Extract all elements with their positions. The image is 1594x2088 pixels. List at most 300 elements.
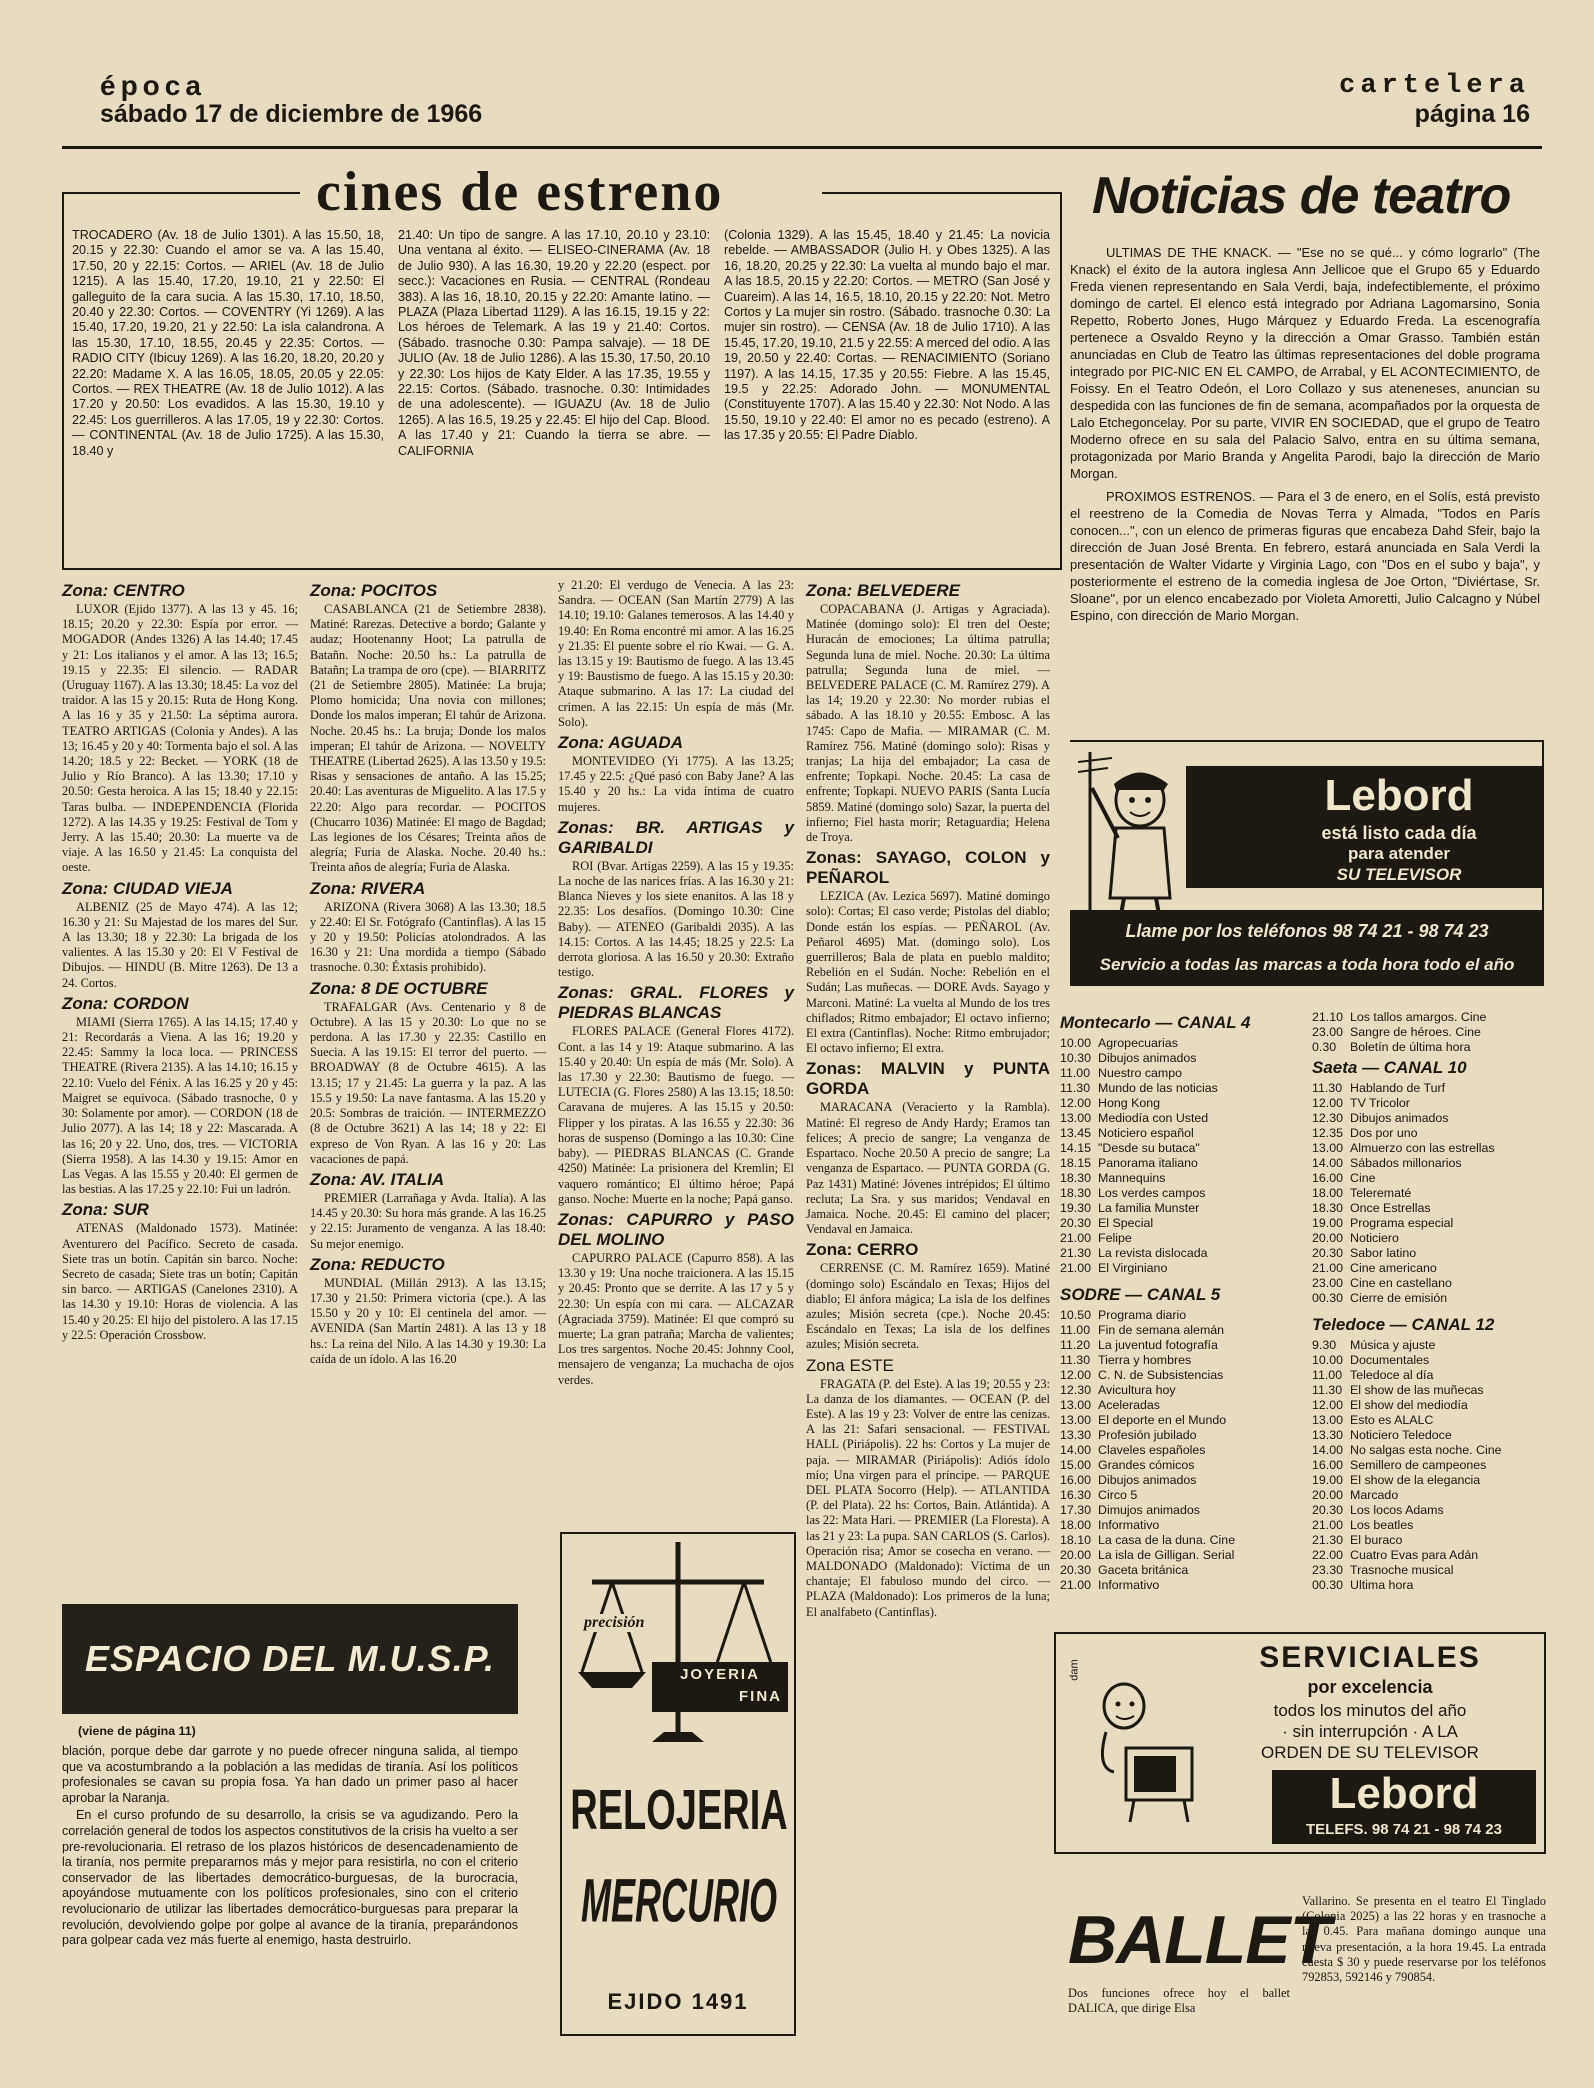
- program-time: 12.00: [1060, 1096, 1092, 1110]
- program-row: [1060, 1081, 1300, 1096]
- channel-schedule: [1312, 1081, 1548, 1306]
- program-title: TV Tricolor: [1350, 1096, 1410, 1110]
- program-title: Sábados millonarios: [1350, 1156, 1462, 1170]
- program-title: Trasnoche musical: [1350, 1563, 1454, 1577]
- zone-listing: LUXOR (Ejido 1377). A las 13 y 45. 16; 18.15; 20.20 y 22.30: Espía por error. — MOGADOR (Andes 1326) A las 14.40; 17.45 y 21: Los italianos y el amor. A las 13; 16.5; 19.15 y 22.35: El silencio. — RADAR (Uruguay 1167). A las 13.30; 18.45: La voz del traidor. A las 15 y 20.15: Ruta de Hong Kong. A las 16 y 35 y 21.50: La séptima aurora. TEATRO ARTIGAS (Colonia y Andes). A las 13; 16.45 y 20 y 40: Tormenta bajo el sol. A las 14.20; 18.5 y 22: Becket. — YORK (18 de Julio y Río Branco). A las 13.30; 17.10 y 20.50: Gesta heroica. A las 15; 18.40 y 22.15: Taras bulba. — INDEPENDENCIA (Florida 1272). A las 14.35 y 19.25: Festival de Tom y Jerry. A las 15.40; 20.30: La muerte va de viaje. A las 16.50 y 21.45: La conquista del oeste.: [62, 602, 298, 875]
- program-time: 21.00: [1060, 1261, 1092, 1275]
- program-title: No salgas esta noche. Cine: [1350, 1443, 1502, 1457]
- program-time: 12.00: [1312, 1096, 1344, 1110]
- serviciales-brand: Lebord: [1329, 1769, 1479, 1818]
- program-title: Profesión jubilado: [1098, 1428, 1197, 1442]
- program-title: Cine en castellano: [1350, 1276, 1452, 1290]
- serviciales-phones: TELEFS. 98 74 21 - 98 74 23: [1306, 1821, 1502, 1838]
- relojeria-name-1: RELOJERIA: [570, 1779, 788, 1843]
- program-time: 18.00: [1312, 1186, 1344, 1200]
- program-title: Gaceta británica: [1098, 1563, 1189, 1577]
- program-row: [1312, 1458, 1548, 1473]
- program-row: [1060, 1066, 1300, 1081]
- program-title: El deporte en el Mundo: [1098, 1413, 1227, 1427]
- program-title: El show del mediodía: [1350, 1398, 1468, 1412]
- channel-schedule: [1060, 1308, 1300, 1593]
- zone-listing: FRAGATA (P. del Este). A las 19; 20.55 y 23: La danza de los diamantes. — OCEAN (P. del Este). A las 19 y 23: Volver de entre las cenizas. A las 21: Safari sensacional. — FESTIVAL HALL (Piriápolis). 22 hs: Cortos y La mujer de paja. — MIRAMAR (Piriápolis): Adiós ídolo mío; Una virgen para el príncipe. — PARQUE DEL PLATA Socorro (Help). — ATLANTIDA (P. del Plata). 22 hs: Cortos, Bain. Atlántida). A las 22: Mata Hari. — PREMIER (La Floresta). A las 21 y 23: La pupa. SAN CARLOS (S. Carlos). Operación risa; Amor se cosecha en verano. — MALDONADO (Maldonado): Víctima de un chantaje; El fabuloso mundo del circo. — PLAZA (Maldonado): Los primeros de la luna; El analfabeto (Cantinflas).: [806, 1376, 1050, 1619]
- program-time: 9.30: [1312, 1338, 1337, 1352]
- serviciales-line-3: ORDEN DE SU TELEVISOR: [1261, 1743, 1479, 1762]
- lebord-line-2: para atender: [1347, 844, 1451, 863]
- program-row: [1060, 1458, 1300, 1473]
- program-title: El show de la elegancia: [1350, 1473, 1481, 1487]
- program-row: [1060, 1246, 1300, 1261]
- program-title: Panorama italiano: [1098, 1156, 1198, 1170]
- musp-continued: (viene de página 11): [78, 1724, 196, 1738]
- program-row: [1060, 1323, 1300, 1338]
- program-time: 18.10: [1060, 1533, 1092, 1547]
- program-row: [1312, 1353, 1548, 1368]
- program-title: Avicultura hoy: [1098, 1383, 1176, 1397]
- zone-listing: COPACABANA (J. Artigas y Agraciada). Matinée (domingo solo): El tren del Oeste; Huracán de emociones; La última patrulla; Segunda luna de miel. Noche. 20.30: La última patrulla; Segunda luna de miel. — BELVEDERE PALACE (C. M. Ramírez 279). A las 14; 19.20 y 22.30: No morder rubias el sábado. A las 18.10 y 20.55: Embosc. A las 1745: Capo de Mafia. — MIRAMAR (C. M. Ramírez 756. Matiné (domingo solo): Risas y tranjas; La hija del embajador; La casa de enfrente; Topkapi. Noche. 20.45: La casa de enfrente; Topkapi. NUEVO PARIS (Santa Lucía 5859. Matiné (domingo solo) Sazar, la puerta del infierno; Fiel hasta morir; Retaguardia; Helena de Troya.: [806, 602, 1050, 845]
- tv-column-right: [1312, 1010, 1548, 1593]
- zone-heading: Zona: CENTRO: [62, 581, 185, 600]
- program-time: 13.00: [1060, 1111, 1092, 1125]
- program-title: Sangre de héroes. Cine: [1350, 1025, 1481, 1039]
- program-row: [1060, 1518, 1300, 1533]
- program-title: Nuestro campo: [1098, 1066, 1183, 1080]
- program-title: C. N. de Subsistencias: [1098, 1368, 1224, 1382]
- program-time: 10.30: [1060, 1051, 1092, 1065]
- program-time: 19.00: [1312, 1473, 1344, 1487]
- program-time: 12.35: [1312, 1126, 1344, 1140]
- relojeria-badge-2: FINA: [739, 1688, 782, 1705]
- program-row: [1060, 1473, 1300, 1488]
- relojeria-address: EJIDO 1491: [607, 1989, 749, 2014]
- program-title: Mediodía con Usted: [1098, 1111, 1209, 1125]
- relojeria-top: precisión: [584, 1614, 645, 1631]
- program-title: Cierre de emisión: [1350, 1291, 1448, 1305]
- zone-heading: Zona: REDUCTO: [310, 1254, 445, 1274]
- program-title: Informativo: [1098, 1578, 1160, 1592]
- program-row: [1312, 1383, 1548, 1398]
- cines-column-1: TROCADERO (Av. 18 de Julio 1301). A las 15.50, 18, 20.15 y 22.30: Cuando el amor se va. A las 15.40, 17.50, 20 y 22.15: Cortos. — ARIEL (Av. 18 de Julio 1215). A las 15.40, 17.20, 19.10, 21 y 22.50: El galleguito de la cara sucia. A las 15.30, 17.10, 18.50, 20.40 y 22.30: Cortos. — COVENTRY (Yi 1269). A las 15.40, 17.20, 19.20, 21 y 22.50: La isla calandrona. A las 15.30, 17.10, 18.55, 20.45 y 22.35: Cortos. — RADIO CITY (Ibicuy 1269). A las 16.20, 18.20, 20.20 y 22.20: Madame X. A las 16.05, 18.05, 20.05 y 22.05: Cortos. — REX THEATRE (Av. 18 de Julio 1012). A las 17.20 y 20.50: Los evadidos. A las 15.30, 19.10 y 22.45: Los guerrilleros. A las 17.05, 19 y 22.30: Cortos. — CONTINENTAL (Av. 18 de Julio 1725). A las 15.30, 18.40 y: [72, 228, 384, 458]
- scale-icon: [572, 1542, 784, 1752]
- program-title: La casa de la duna. Cine: [1098, 1533, 1236, 1547]
- program-title: Felipe: [1098, 1231, 1132, 1245]
- program-title: Telerematé: [1350, 1186, 1412, 1200]
- program-time: 11.00: [1312, 1368, 1343, 1382]
- zone-heading: Zonas: SAYAGO, COLON y PEÑAROL: [806, 848, 1050, 888]
- program-time: 00.30: [1312, 1291, 1344, 1305]
- zone-listing: FLORES PALACE (General Flores 4172). Cont. a las 14 y 19: Ataque submarino. A las 15.40 y 20.40: Un espía de más (Mr. Solo). A las 17.30 y 22.30: Bautismo de fuego. — LUTECIA (G. Flores 2580) A las 13.15; 18.50: Caravana de mujeres. A las 15.15 y 20.50: Flipper y los piratas. A las 16.55 y 22.30: 36 horas de suspenso (Domingo a las 10.30: Cine baby). — PIEDRAS BLANCAS (C. Grande 4250) Matinée: La prisionera del Kremlin; El vaquero romántico; El último héroe; Papá ganso. Noche: Muerte en la noche; Papá ganso.: [558, 1024, 794, 1206]
- zone-listing: MUNDIAL (Millán 2913). A las 13.15; 17.30 y 21.50: Primera victoria (cpe.). A las 15.50 y 20 y 10: El centinela del amor. — AVENIDA (San Martín 2481). A las 13 y 18 hs.: La reina del Nilo. A las 14.30 y 19.30: La caída de un ídolo. A las 16.20: [310, 1275, 546, 1366]
- program-title: Cuatro Evas para Adán: [1350, 1548, 1479, 1562]
- program-title: Fin de semana alemán: [1098, 1323, 1225, 1337]
- zone-listing: ALBENIZ (25 de Mayo 474). A las 12; 16.30 y 21: Su Majestad de los mares del Sur. A las 13.30; 18 y 22.30: La brigada de los valientes. A las 15.30 y 20: El V Festival de Dibujos. — HINDU (B. Mitre 1263). De 13 a 24. Cortos.: [62, 899, 298, 990]
- lebord-line-4: Llame por los teléfonos 98 74 21 - 98 74 23: [1125, 921, 1489, 941]
- program-row: [1312, 1276, 1548, 1291]
- program-row: [1060, 1201, 1300, 1216]
- program-title: La isla de Gilligan. Serial: [1098, 1548, 1235, 1562]
- program-row: [1312, 1338, 1548, 1353]
- musp-body: [62, 1744, 518, 1949]
- relojeria-ad: [560, 1532, 796, 2036]
- program-title: Programa especial: [1350, 1216, 1454, 1230]
- program-time: 18.00: [1060, 1518, 1092, 1532]
- program-row: [1312, 1216, 1548, 1231]
- program-row: [1312, 1488, 1548, 1503]
- program-row: [1312, 1398, 1548, 1413]
- musp-title: ESPACIO DEL M.U.S.P.: [84, 1638, 496, 1679]
- program-title: El show de las muñecas: [1350, 1383, 1484, 1397]
- program-row: [1312, 1010, 1548, 1025]
- program-title: La familia Munster: [1098, 1201, 1200, 1215]
- program-time: 11.30: [1060, 1353, 1091, 1367]
- program-time: 11.30: [1312, 1383, 1343, 1397]
- program-title: Dibujos animados: [1098, 1051, 1197, 1065]
- program-time: 00.30: [1312, 1578, 1344, 1592]
- program-time: 21.00: [1060, 1578, 1092, 1592]
- program-time: 16.00: [1060, 1473, 1092, 1487]
- program-time: 20.30: [1312, 1246, 1344, 1260]
- program-row: [1312, 1201, 1548, 1216]
- program-time: 18.15: [1060, 1156, 1092, 1170]
- program-title: Marcado: [1350, 1488, 1399, 1502]
- program-time: 12.00: [1312, 1398, 1344, 1412]
- zone-listing: ATENAS (Maldonado 1573). Matinée: Aventurero del Pacífico. Secreto de casada. Siete tras un botín. Capitán sin barco. Noche: Secreto de casada; Siete tras un botín; Capitán sin barco. — ARTIGAS (Canelones 2310). A las 14.30 y 19.10: Horas de violencia. A las 15.40 y 20.25: El hijo del pistolero. A las 17.15 y 22.5: Operación Crossbow.: [62, 1221, 298, 1342]
- program-time: 13.30: [1312, 1428, 1344, 1442]
- program-title: Ultima hora: [1350, 1578, 1414, 1592]
- program-title: Hong Kong: [1098, 1096, 1161, 1110]
- program-row: [1060, 1563, 1300, 1578]
- program-row: [1060, 1503, 1300, 1518]
- masthead-right: [1339, 72, 1530, 128]
- zone-listing: PREMIER (Larrañaga y Avda. Italia). A las 14.45 y 20.30: Su hora más grande. A las 16.25 y 22.15: Juramento de venganza. A las 18.40: Su mejor enemigo.: [310, 1190, 546, 1251]
- relojeria-badge-1: JOYERIA: [680, 1666, 760, 1683]
- program-title: Hablando de Turf: [1350, 1081, 1446, 1095]
- zone-heading: Zona: AGUADA: [558, 733, 683, 753]
- program-row: [1060, 1171, 1300, 1186]
- musp-paragraph-1: blación, porque debe dar garrote y no puede ofrecer ninguna salida, al tiempo que va acostumbrando a la población a las medidas de tiranía. Así los políticos profesionales se cavan su propia fosa. Ya han dado un primer paso al hacer aprobar la Naranja.: [62, 1744, 518, 1805]
- relojeria-name-2: MERCURIO: [581, 1865, 777, 1935]
- program-row: [1312, 1025, 1548, 1040]
- program-row: [1312, 1126, 1548, 1141]
- program-row: [1312, 1291, 1548, 1306]
- program-row: [1060, 1216, 1300, 1231]
- program-time: 16.00: [1312, 1458, 1344, 1472]
- program-title: Dos por uno: [1350, 1126, 1418, 1140]
- zone-heading: Zonas: GRAL. FLORES y PIEDRAS BLANCAS: [558, 983, 794, 1023]
- program-time: 13.30: [1060, 1428, 1092, 1442]
- program-title: Los beatles: [1350, 1518, 1414, 1532]
- lebord-ad: [1070, 740, 1544, 986]
- zone-heading: Zona: AV. ITALIA: [310, 1169, 445, 1189]
- zone-listing: ARIZONA (Rivera 3068) A las 13.30; 18.5 y 22.40: El Sr. Fotógrafo (Cantinflas). A las 15 y 20 y 19.50: Policías atolondrados. A las 16.30 y 21: Una mordida a tiempo (Sábado trasnoche. 0.30: Éxtasis prohibido).: [310, 899, 546, 975]
- program-time: 20.30: [1060, 1563, 1092, 1577]
- program-title: Semillero de campeones: [1350, 1458, 1487, 1472]
- program-row: [1060, 1051, 1300, 1066]
- technician-illustration-icon: [1078, 748, 1198, 924]
- program-title: Música y ajuste: [1350, 1338, 1436, 1352]
- zone-heading: Zona: SUR: [62, 1200, 149, 1220]
- tv-mascot-icon: [1078, 1672, 1196, 1832]
- program-time: 19.30: [1060, 1201, 1092, 1215]
- page-number: página 16: [1414, 100, 1530, 128]
- program-time: 12.30: [1312, 1111, 1344, 1125]
- program-row: [1060, 1488, 1300, 1503]
- zone-heading: Zonas: BR. ARTIGAS y GARIBALDI: [558, 817, 794, 857]
- program-time: 16.30: [1060, 1488, 1092, 1502]
- program-time: 11.00: [1060, 1066, 1091, 1080]
- program-row: [1312, 1261, 1548, 1276]
- zone-heading: Zona: CERRO: [806, 1240, 919, 1260]
- program-time: 11.30: [1060, 1081, 1091, 1095]
- program-time: 21.00: [1060, 1231, 1092, 1245]
- program-time: 20.00: [1312, 1488, 1344, 1502]
- program-title: El Special: [1098, 1216, 1154, 1230]
- zone-listing: ROI (Bvar. Artigas 2259). A las 15 y 19.35: La noche de las narices frías. A las 16.30 y 21: Blanca Nieves y los siete enanitos. A las 18 y 22.35: Los desafíos. (Domingo 10.30: Cine Baby). — ATENEO (Garibaldi 2035). A las 14.15: Cortos. A las 14.45; 18.25 y 22.5: La derrota gloriosa. A las 16.50 y 20.30: Extraño testigo.: [558, 858, 794, 980]
- program-title: Once Estrellas: [1350, 1201, 1431, 1215]
- program-title: Los verdes campos: [1098, 1186, 1206, 1200]
- program-row: [1060, 1548, 1300, 1563]
- program-row: [1312, 1081, 1548, 1096]
- program-row: [1060, 1533, 1300, 1548]
- zone-heading: Zona: 8 DE OCTUBRE: [310, 978, 488, 998]
- program-time: 15.00: [1060, 1458, 1092, 1472]
- program-row: [1312, 1473, 1548, 1488]
- program-title: La juventud fotografía: [1098, 1338, 1218, 1352]
- cines-column-3: (Colonia 1329). A las 15.45, 18.40 y 21.45: La novicia rebelde. — AMBASSADOR (Julio H. y Obes 1325). A las 16, 18.20, 20.25 y 22.30: La vuelta al mundo bajo el mar. A las 18.5, 20.15 y 22.20: Cortos. — METRO (San José y Cuareim). A las 14, 16.5, 18.10, 20.15 y 22.20: Not. Metro Cortos y La mujer sin rostro. (Sábado. trasnoche 0.30: La mujer sin rostro). — CENSA (Av. 18 de Julio 1710). A las 15.45, 17.20, 19.10, 21.5 y 22.55: A merced del odio. A las 19, 20.50 y 22.40: Cortas. — RENACIMIENTO (Soriano 1197). A las 14.15, 17.35 y 20.55: Fiebre. A las 15.45, 19.5 y 22.25: Adorado John. — MONUMENTAL (Constituyente 1707). A las 15.40 y 22.30: Not Nodo. A las 15.50, 19.10 y 22.40: El amor no es pecado (estreno). A las 17.35 y 20.55: El Padre Diablo.: [724, 228, 1050, 443]
- program-row: [1060, 1578, 1300, 1593]
- zone-listing: LEZICA (Av. Lezica 5697). Matiné domingo solo): Cortas; El caso verde; Pistolas del diablo; Donde están los espías. — PEÑAROL (Av. Peñarol 4695) Mat. (domingo solo). Los guerrilleros; Bala de plata en pueblo maldito; Rebelión en el Sudán. Noche: Rebelión en el Sudán; Las muñecas. — DORE Avds. Sayago y Marconi. Matiné: La vuelta al Mundo de los tres chiflados; Ritmo embajador; El octavo infierno; El extra (Cantinflas). Noche: Ritmo embrujador; El octavo infierno; El extra.: [806, 889, 1050, 1056]
- program-time: 23.00: [1312, 1276, 1344, 1290]
- program-time: 14.00: [1312, 1156, 1344, 1170]
- program-title: Esto es ALALC: [1350, 1413, 1434, 1427]
- program-title: Los locos Adams: [1350, 1503, 1444, 1517]
- program-title: Dibujos animados: [1098, 1473, 1197, 1487]
- program-row: [1312, 1096, 1548, 1111]
- program-time: 16.00: [1312, 1171, 1344, 1185]
- program-title: Dibujos animados: [1350, 1111, 1449, 1125]
- serviciales-line-1: todos los minutos del año: [1273, 1701, 1467, 1720]
- program-row: [1060, 1141, 1300, 1156]
- program-row: [1312, 1443, 1548, 1458]
- program-time: 19.00: [1312, 1216, 1344, 1230]
- program-title: Noticiero español: [1098, 1126, 1194, 1140]
- zone-heading: Zona: CIUDAD VIEJA: [62, 878, 233, 898]
- program-row: [1312, 1111, 1548, 1126]
- program-row: [1060, 1126, 1300, 1141]
- program-row: [1312, 1141, 1548, 1156]
- program-row: [1312, 1413, 1548, 1428]
- program-time: 12.30: [1060, 1383, 1092, 1397]
- program-title: Noticiero: [1350, 1231, 1399, 1245]
- zone-listing: MARACANA (Veracierto y la Rambla). Matiné: El regreso de Andy Hardy; Eramos tan felices; A precio de sangre; La venganza de Espartaco. Noche 20.50 A precio de sangre; La venganza de Espartaco. — PUNTA GORDA (G. Paz 1431) Matiné: Jóvenes intrépidos; El último recluta; La Sra. y sus maridos; Vendaval en Jamaica. Noche. 20.45: El camino del placer; Vendaval en Jamaica.: [806, 1100, 1050, 1237]
- program-title: Claveles españoles: [1098, 1443, 1206, 1457]
- program-row: [1312, 1503, 1548, 1518]
- section-name: cartelera: [1339, 71, 1530, 101]
- cines-top-rule-left: [62, 192, 302, 194]
- cines-column-2: 21.40: Un tipo de sangre. A las 17.10, 20.10 y 23.10: Una ventana al éxito. — ELISEO-CINERAMA (Av. 18 de Julio 930). A las 16.30, 19.20 y 22.20 (espect. por secc.): Vacaciones en Rusia. — CENTRAL (Rondeau 383). A las 16, 18.10, 20.15 y 22.20: Amante latino. — PLAZA (Plaza Libertad 1129). A las 16.15, 19.15 y 22: Los héroes de Telemark. A las 19 y 21.40: Cortos. (Sábado. trasnoche 0.30: Pampa salvaje). — 18 DE JULIO (Av. 18 de Julio 1286). A las 15.30, 17.50, 20.10 y 22.30: Los hijos de Katy Elder. A las 17.35, 19.55 y 22.15: Cortos. (Sábado. trasnoche. 0.30: Intimidades de una adolescente). — IGUAZU (Av. 18 de Julio 1265). A las 16.5, 19.25 y 22.45: El hijo del Cap. Blood. A las 17.40 y 21: Cuando la tierra se abre. — CALIFORNIA: [398, 228, 710, 458]
- lebord-line-3: SU TELEVISOR: [1336, 865, 1462, 884]
- channel-heading: Montecarlo — CANAL 4: [1060, 1013, 1251, 1032]
- program-title: Tierra y hombres: [1098, 1353, 1192, 1367]
- paper-name: época: [100, 70, 206, 101]
- program-title: Sabor latino: [1350, 1246, 1417, 1260]
- program-title: Cine americano: [1350, 1261, 1437, 1275]
- program-title: Programa diario: [1098, 1308, 1187, 1322]
- program-row: [1060, 1261, 1300, 1276]
- program-title: Agropecuarias: [1098, 1036, 1178, 1050]
- program-time: 21.30: [1312, 1533, 1344, 1547]
- program-title: Noticiero Teledoce: [1350, 1428, 1452, 1442]
- tv-column-left: [1060, 1010, 1300, 1593]
- serviciales-subtitle: por excelencia: [1307, 1677, 1433, 1697]
- program-time: 11.30: [1312, 1081, 1343, 1095]
- program-time: 13.00: [1312, 1141, 1344, 1155]
- program-time: 21.00: [1312, 1518, 1344, 1532]
- serviciales-title: SERVICIALES: [1259, 1641, 1481, 1674]
- program-time: 13.00: [1060, 1398, 1092, 1412]
- program-row: [1060, 1443, 1300, 1458]
- zone-listing: MONTEVIDEO (Yi 1775). A las 13.25; 17.45 y 22.5: ¿Qué pasó con Baby Jane? A las 15.40 y 20 hs.: La vida íntima de cuatro mujeres.: [558, 754, 794, 814]
- program-time: 14.00: [1060, 1443, 1092, 1457]
- zone-listing: MIAMI (Sierra 1765). A las 14.15; 17.40 y 21: Recordarás a Viena. A las 16; 19.20 y 22.45: Sammy la loca loca. — PRINCESS THEATRE (Rivera 2135). A las 14.10; 16.15 y 22.10: Vuelo del Fénix. A las 16.25 y 20 y 45: Maigret se equivoca. (Sábado trasnoche, 0 y 30: Solamente por amor). — CORDON (18 de Julio 2077). A las 14; 18 y 22: Mascarada. A las 16; 20 y 22. Uno, dos, tres. — VICTORIA (Sierra 1958). A las 14.30 y 19.15: Amor en Las Vegas. A las 15.55 y 20.40: El germen de las bestias. A las 17.25 y 22.10: Fui un ladrón.: [62, 1014, 298, 1197]
- program-row: [1060, 1428, 1300, 1443]
- masthead-rule: [62, 146, 1542, 149]
- zone-heading: Zona: BELVEDERE: [806, 581, 960, 600]
- program-title: Informativo: [1098, 1518, 1160, 1532]
- program-time: 23.30: [1312, 1563, 1344, 1577]
- program-row: [1060, 1036, 1300, 1051]
- program-row: [1060, 1413, 1300, 1428]
- program-time: 10.00: [1060, 1036, 1092, 1050]
- program-row: [1312, 1368, 1548, 1383]
- program-time: 13.00: [1060, 1413, 1092, 1427]
- program-time: 20.00: [1060, 1548, 1092, 1562]
- program-title: Almuerzo con las estrellas: [1350, 1141, 1495, 1155]
- program-title: Teledoce al día: [1350, 1368, 1434, 1382]
- program-row: [1312, 1186, 1548, 1201]
- channel-schedule: [1060, 1036, 1300, 1276]
- program-row: [1060, 1156, 1300, 1171]
- zone-listing: CAPURRO PALACE (Capurro 858). A las 13.30 y 19: Una noche traicionera. A las 15.15 y 20.45: Pronto que se derrite. A las 17 y 5 y 22.30: Un espía con mi cara. — ALCAZAR (Agraciada 3759). Matinée: El que compró su muerte; La gran patraña; Marcha de valientes; Los tres sargentos. Noche 20.45: Johnny Cool, mensajero de venganza; La muchacha de ojos verdes.: [558, 1250, 794, 1387]
- program-row: [1312, 1548, 1548, 1563]
- ballet-text-left: Dos funciones ofrece hoy el ballet DALICA, que dirige Elsa: [1068, 1986, 1290, 2016]
- program-time: 0.30: [1312, 1040, 1337, 1054]
- program-time: 21.10: [1312, 1010, 1344, 1024]
- zone-listing: TRAFALGAR (Avs. Centenario y 8 de Octubre). A las 15 y 20.30: Lo que no se perdona. A las 17.30 y 22.35: Castillo en Suecia. A las 19.15: El terror del puerto. — BROADWAY (8 de Octubre 4615). A las 13.15; 17 y 21.45: La guerra y la paz. A las 15.5 y 19.50: La nave fantasma. A las 15.20 y 20.5: Sombras de traición. — INTERMEZZO (8 de Octubre 3621) A las 14; 18 y 22: El expreso de Von Ryan. A las 16 y 20: Las vacaciones de papá.: [310, 999, 546, 1166]
- program-time: 21.30: [1060, 1246, 1092, 1260]
- teatro-title: Noticias de teatro: [1092, 167, 1511, 225]
- zone-listing: CASABLANCA (21 de Setiembre 2838). Matiné: Rarezas. Detective a bordo; Galante y audaz; Hootenanny Hoot; La patrulla de Batañn. Noche: 20.50 hs.: La patrulla de Batañn; La trampa de oro (cpe). — BIARRITZ (21 de Setiembre 2805). Matinée: La bruja; Plomo homicida; Una novia con millones; Donde los malos imperan; El tahúr de Arizona. Noche. 20.45 hs.: La bruja; Donde los malos imperan; El tahúr de Arizona. — NOVELTY THEATRE (Libertad 2625). A las 13.50 y 19.5: Risas y sensaciones de antaño. A las 15.25; 20.40: Las aventuras de Miguelito. A las 17.5 y 22.20: Algo para recordar. — POCITOS (Chucarro 1036) Matinée: El mago de Bagdad; Las legiones de los Césares; Treinta años de alegría; Furia de Alaska. Noche. 20.40 hs.: Treinta años de alegría; Furia de Alaska.: [310, 602, 546, 875]
- program-title: Dimujos animados: [1098, 1503, 1200, 1517]
- program-title: Grandes cómicos: [1098, 1458, 1195, 1472]
- program-time: 13.45: [1060, 1126, 1092, 1140]
- program-time: 20.30: [1060, 1216, 1092, 1230]
- program-time: 18.30: [1312, 1201, 1344, 1215]
- program-row: [1060, 1308, 1300, 1323]
- teatro-paragraph-1: ULTIMAS DE THE KNACK. — "Ese no se qué... y cómo lograrlo" (The Knack) el éxito de la autora inglesa Ann Jellicoe que el Grupo 65 y Eduardo Freda vienen representando en Sala Verdi, baja, indefectiblemente, el próximo domingo de cartel. El elenco está integrado por Adriana Lagomarsino, Sonia Repetto, Roberto Jones, Hugo Márquez y Eduardo Freda. La escenografía pertenece a Osvaldo Reyno y la dirección a Omar Grasso. También están anunciadas en Club de Teatro las últimas representaciones del doble programa integrado por PIC-NIC EN EL CAMPO, de Arrabal, y EL ACONTECIMIENTO, de Foissy. En el Teatro Odeón, el Loro Collazo y sus ateneneses, anuncian su despedida con las funciones de fin de semana, acompañados por la orquesta de Lalo Etchegoncelay. Por su parte, VIVIR EN SOCIEDAD, que el grupo de Teatro Moderno ofrece en su sala del Palacio Salvo, entra en su última semana, protagonizada por Mario Branda y Angelita Parodi, bajo la dirección de Mario Morgan.: [1070, 245, 1540, 481]
- program-time: 12.00: [1060, 1368, 1092, 1382]
- channel-schedule: [1312, 1010, 1548, 1055]
- serviciales-tag: dam: [1068, 1659, 1081, 1681]
- program-time: 10.50: [1060, 1308, 1092, 1322]
- teatro-text: [1070, 244, 1540, 624]
- program-time: 18.30: [1060, 1171, 1092, 1185]
- program-time: 20.00: [1312, 1231, 1344, 1245]
- program-title: Aceleradas: [1098, 1398, 1160, 1412]
- program-title: Documentales: [1350, 1353, 1430, 1367]
- program-row: [1312, 1231, 1548, 1246]
- musp-banner: [62, 1604, 518, 1714]
- zones-column-2: [310, 578, 546, 1369]
- program-title: El buraco: [1350, 1533, 1403, 1547]
- program-title: Boletín de última hora: [1350, 1040, 1471, 1054]
- lebord-line-1: está listo cada día: [1321, 823, 1477, 843]
- zone-heading: Zona: POCITOS: [310, 581, 438, 600]
- channel-heading: Teledoce — CANAL 12: [1312, 1315, 1495, 1334]
- program-title: Mannequins: [1098, 1171, 1166, 1185]
- program-row: [1312, 1428, 1548, 1443]
- zone-heading: Zona: RIVERA: [310, 878, 426, 898]
- program-row: [1312, 1040, 1548, 1055]
- program-title: Cine: [1350, 1171, 1376, 1185]
- program-row: [1312, 1578, 1548, 1593]
- program-time: 22.00: [1312, 1548, 1344, 1562]
- program-time: 10.00: [1312, 1353, 1344, 1367]
- program-title: El Virginiano: [1098, 1261, 1168, 1275]
- musp-paragraph-2: En el curso profundo de su desarrollo, la crisis se va agudizando. Pero la correlación general de todos los aspectos constitutivos de la crisis ha vuelto a ser pre-revolucionaria. El retraso de los plazos históricos de desencadenamiento de la tiranía, nos permite prepararnos más y mejor para resistirla, no con el criterio conservador de las libertades democrático-burguesas, de la burocracia, apoyándose mutuamente con los políticos profesionales, sino con el criterio revolucionario de utilizar las libertades democrático-burguesas para preparar la revolución, devolviendo golpe por golpe al avance de la tiranía, preparándonos para golpear cada vez más fuerte al enemigo, hasta destruirlo.: [62, 1808, 518, 1948]
- program-row: [1060, 1186, 1300, 1201]
- channel-heading: Saeta — CANAL 10: [1312, 1058, 1467, 1077]
- ballet-text-right: Vallarino. Se presenta en el teatro El Tinglado (Colonia 2025) a las 22 horas y en trasnoche a las 0.45. Para mañana domingo aunque una nueva presentación, a la hora 19.45. La entrada cuesta $ 30 y puede reservarse por los teléfonos 792853, 592146 y 790854.: [1302, 1894, 1546, 1985]
- serviciales-ad: [1054, 1632, 1546, 1854]
- channel-schedule: [1312, 1338, 1548, 1593]
- program-row: [1312, 1563, 1548, 1578]
- program-row: [1060, 1231, 1300, 1246]
- program-time: 11.20: [1060, 1338, 1091, 1352]
- program-title: Los tallos amargos. Cine: [1350, 1010, 1487, 1024]
- program-row: [1312, 1246, 1548, 1261]
- cines-top-rule-right: [822, 192, 1062, 194]
- program-title: Circo 5: [1098, 1488, 1138, 1502]
- musp-section: [62, 1604, 518, 1951]
- zone-listing: y 21.20: El verdugo de Venecia. A las 23: Sandra. — OCEAN (San Martín 2779) A las 14.10; 19.10: Galanes temerosos. A las 14.40 y 19.40: En Roma encontré mi amor. A las 16.25 y 21.35: El puente sobre el río Kwai. — G. A. las 13.15 y 19: Bautismo de fuego. A las 13.45 y 19: Baustismo de fuego. A las 15.15 y 20.30: Ataque submarino. A las 17: La ciudad del crimen. A las 22.15: Un espía de más (Mr. Solo).: [558, 578, 794, 729]
- program-row: [1060, 1111, 1300, 1126]
- zones-column-1: [62, 578, 298, 1345]
- program-row: [1060, 1353, 1300, 1368]
- program-time: 20.30: [1312, 1503, 1344, 1517]
- program-row: [1060, 1383, 1300, 1398]
- program-row: [1312, 1518, 1548, 1533]
- program-time: 13.00: [1312, 1413, 1344, 1427]
- lebord-brand: Lebord: [1324, 771, 1474, 820]
- lebord-line-5: Servicio a todas las marcas a toda hora todo el año: [1099, 955, 1515, 974]
- program-row: [1060, 1368, 1300, 1383]
- program-title: La revista dislocada: [1098, 1246, 1208, 1260]
- program-title: "Desde su butaca": [1098, 1141, 1200, 1155]
- program-time: 17.30: [1060, 1503, 1092, 1517]
- issue-date: sábado 17 de diciembre de 1966: [100, 100, 483, 128]
- zones-column-3: [558, 578, 794, 1390]
- program-row: [1312, 1156, 1548, 1171]
- program-time: 23.00: [1312, 1025, 1344, 1039]
- program-time: 14.00: [1312, 1443, 1344, 1457]
- teatro-paragraph-2: PROXIMOS ESTRENOS. — Para el 3 de enero, en el Solís, está previsto el reestreno de la Comedia de Novas Terra y Almada, "Todos en París conocen...", con un elenco de primeras figuras que encabeza Dahd Sfeir, bajo la dirección de Juan José Brenta. En febrero, estará anunciada en Sala Verdi la presentación de Walter Vidarte y Virginia Lago, con "Dos en el subo y baja", y posteriormente el estreno de la comedia inglesa de Joe Orton, "Diviértase, Sr. Sloane", por un elenco encabezado por Violeta Amoretti, Julio Calcagno y Núbel Espino, con dirección de Mario Morgan.: [1070, 489, 1540, 623]
- program-row: [1060, 1096, 1300, 1111]
- ballet-title: BALLET: [1068, 1902, 1331, 1978]
- zone-heading: Zonas: CAPURRO y PASO DEL MOLINO: [558, 1209, 794, 1249]
- program-row: [1060, 1398, 1300, 1413]
- zone-heading: Zona ESTE: [806, 1355, 894, 1375]
- zones-column-4: [806, 578, 1050, 1622]
